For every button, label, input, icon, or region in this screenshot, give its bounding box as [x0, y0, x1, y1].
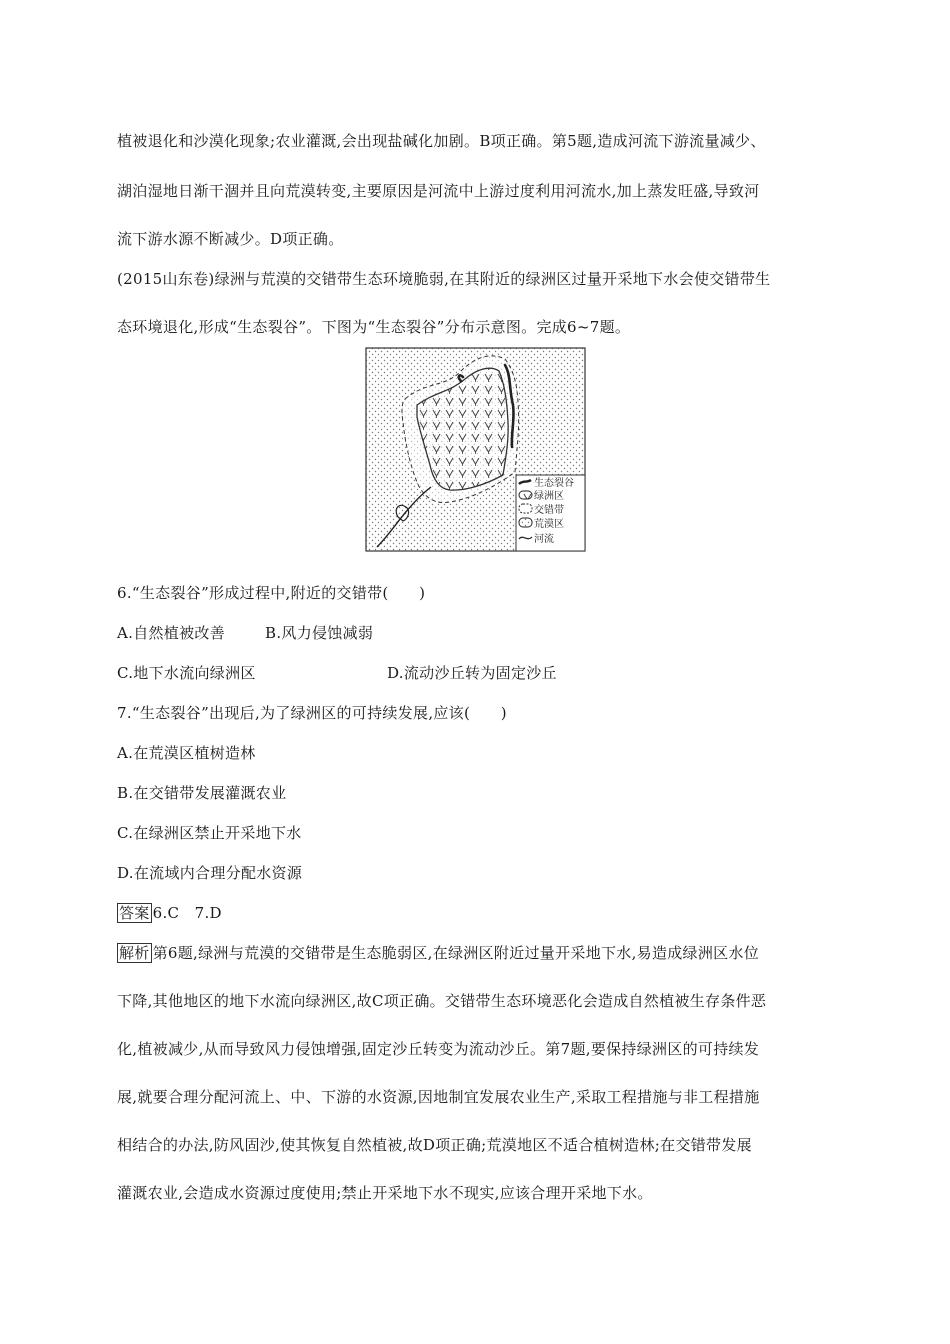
- intro-line-2: 态环境退化,形成“生态裂谷”。下图为“生态裂谷”分布示意图。完成6~7题。: [117, 318, 631, 336]
- ecological-rift-map: [365, 347, 586, 552]
- legend-label-oasis: 绿洲区: [534, 491, 564, 502]
- question-7-option-c: C.在绿洲区禁止开采地下水: [117, 824, 302, 842]
- answer-text: 6.C 7.D: [152, 904, 222, 922]
- question-6-option-c: C.地下水流向绿洲区: [117, 664, 256, 682]
- question-6-option-b: B.风力侵蚀减弱: [265, 624, 374, 642]
- legend-label-river: 河流: [534, 534, 554, 545]
- question-7-stem: 7.“生态裂谷”出现后,为了绿洲区的可持续发展,应该( ): [117, 704, 507, 722]
- legend-label-rift: 生态裂谷: [534, 478, 574, 489]
- legend-ecotone-symbol: [519, 504, 532, 513]
- question-6-option-d: D.流动沙丘转为固定沙丘: [387, 664, 557, 682]
- analysis-tag: 解析: [119, 944, 150, 962]
- question-6-option-a: A.自然植被改善: [117, 624, 226, 642]
- legend-desert-symbol: [519, 518, 532, 527]
- para-line-2: 湖泊湿地日渐干涸并且向荒漠转变,主要原因是河流中上游过度利用河流水,加上蒸发旺盛,导致河: [117, 182, 760, 200]
- analysis-line-6: 灌溉农业,会造成水资源过度使用;禁止开采地下水不现实,应该合理开采地下水。: [117, 1184, 653, 1202]
- figure-legend: [516, 475, 585, 551]
- question-6-stem: 6.“生态裂谷”形成过程中,附近的交错带( ): [117, 584, 426, 602]
- intro-line-1: (2015山东卷)绿洲与荒漠的交错带生态环境脆弱,在其附近的绿洲区过量开采地下水会使交错带生: [117, 270, 771, 288]
- analysis-line-3: 化,植被减少,从而导致风力侵蚀增强,固定沙丘转变为流动沙丘。第7题,要保持绿洲区的可持续发: [117, 1040, 760, 1058]
- analysis-text-1: 第6题,绿洲与荒漠的交错带是生态脆弱区,在绿洲区附近过量开采地下水,易造成绿洲区水位: [152, 944, 760, 962]
- answer-line: [117, 902, 222, 923]
- para-line-1: 植被退化和沙漠化现象;农业灌溉,会出现盐碱化加剧。B项正确。第5题,造成河流下游流量减少、: [117, 132, 766, 150]
- analysis-line-4: 展,就要合理分配河流上、中、下游的水资源,因地制宜发展农业生产,采取工程措施与非工程措施: [117, 1088, 760, 1106]
- answer-tag: 答案: [119, 904, 150, 922]
- analysis-line-2: 下降,其他地区的地下水流向绿洲区,故C项正确。交错带生态环境恶化会造成自然植被生存条件恶: [117, 992, 767, 1010]
- legend-label-ecotone: 交错带: [534, 505, 564, 516]
- question-7-option-a: A.在荒漠区植树造林: [117, 744, 256, 762]
- question-7-option-d: D.在流域内合理分配水资源: [117, 864, 303, 882]
- para-line-3: 流下游水源不断减少。D项正确。: [117, 230, 344, 248]
- legend-oasis-symbol: [519, 491, 532, 499]
- legend-label-desert: 荒漠区: [534, 519, 564, 530]
- analysis-line-5: 相结合的办法,防风固沙,使其恢复自然植被,故D项正确;荒漠地区不适合植树造林;在交错带发展: [117, 1136, 752, 1154]
- question-7-option-b: B.在交错带发展灌溉农业: [117, 784, 287, 802]
- analysis-line-1: [117, 942, 759, 963]
